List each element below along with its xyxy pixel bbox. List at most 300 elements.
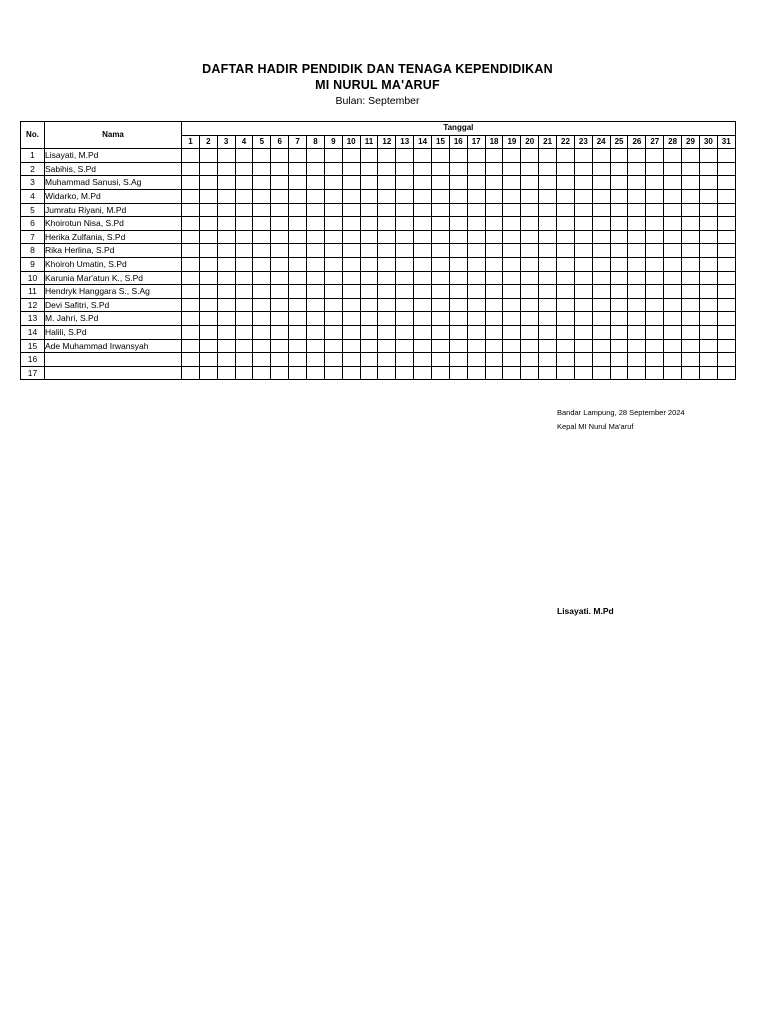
attendance-cell — [253, 244, 271, 258]
attendance-cell — [396, 217, 414, 231]
attendance-cell — [467, 339, 485, 353]
attendance-cell — [342, 244, 360, 258]
attendance-cell — [289, 285, 307, 299]
day-header: 2 — [199, 135, 217, 149]
row-name: Widarko, M.Pd — [45, 189, 182, 203]
attendance-cell — [485, 257, 503, 271]
day-header: 13 — [396, 135, 414, 149]
attendance-cell — [235, 257, 253, 271]
attendance-cell — [253, 312, 271, 326]
attendance-cell — [199, 353, 217, 367]
attendance-cell — [253, 353, 271, 367]
attendance-cell — [432, 176, 450, 190]
attendance-cell — [467, 230, 485, 244]
attendance-cell — [628, 257, 646, 271]
attendance-cell — [503, 353, 521, 367]
attendance-cell — [646, 312, 664, 326]
attendance-cell — [485, 312, 503, 326]
attendance-cell — [253, 339, 271, 353]
table-row — [21, 176, 736, 190]
attendance-cell — [342, 149, 360, 163]
table-row — [21, 325, 736, 339]
attendance-cell — [182, 257, 200, 271]
attendance-cell — [378, 312, 396, 326]
day-header: 11 — [360, 135, 378, 149]
attendance-cell — [217, 353, 235, 367]
attendance-cell — [539, 312, 557, 326]
attendance-cell — [378, 271, 396, 285]
attendance-cell — [485, 189, 503, 203]
attendance-cell — [485, 244, 503, 258]
attendance-cell — [396, 176, 414, 190]
attendance-cell — [432, 162, 450, 176]
attendance-cell — [360, 257, 378, 271]
day-header: 10 — [342, 135, 360, 149]
table-row — [21, 271, 736, 285]
attendance-cell — [342, 353, 360, 367]
attendance-cell — [574, 189, 592, 203]
day-header: 4 — [235, 135, 253, 149]
school-name: MI NURUL MA'ARUF — [315, 78, 440, 92]
attendance-cell — [432, 325, 450, 339]
attendance-cell — [682, 149, 700, 163]
row-number: 13 — [21, 312, 45, 326]
attendance-cell — [699, 285, 717, 299]
attendance-cell — [217, 366, 235, 380]
attendance-cell — [307, 149, 325, 163]
attendance-cell — [324, 353, 342, 367]
attendance-cell — [307, 298, 325, 312]
attendance-cell — [342, 217, 360, 231]
attendance-cell — [664, 285, 682, 299]
attendance-cell — [414, 312, 432, 326]
attendance-cell — [503, 312, 521, 326]
attendance-cell — [396, 353, 414, 367]
attendance-cell — [396, 298, 414, 312]
attendance-cell — [539, 176, 557, 190]
attendance-cell — [217, 312, 235, 326]
attendance-cell — [717, 325, 735, 339]
attendance-cell — [610, 366, 628, 380]
attendance-cell — [432, 285, 450, 299]
attendance-cell — [378, 298, 396, 312]
attendance-cell — [557, 366, 575, 380]
attendance-cell — [199, 203, 217, 217]
day-header: 12 — [378, 135, 396, 149]
attendance-cell — [682, 257, 700, 271]
attendance-cell — [360, 162, 378, 176]
attendance-cell — [717, 257, 735, 271]
attendance-cell — [574, 339, 592, 353]
attendance-cell — [324, 203, 342, 217]
attendance-cell — [557, 217, 575, 231]
attendance-cell — [699, 298, 717, 312]
row-name: Khoiroh Umatin, S.Pd — [45, 257, 182, 271]
attendance-cell — [592, 230, 610, 244]
attendance-cell — [646, 257, 664, 271]
attendance-cell — [342, 325, 360, 339]
attendance-cell — [182, 149, 200, 163]
attendance-cell — [182, 312, 200, 326]
attendance-cell — [628, 203, 646, 217]
attendance-cell — [682, 325, 700, 339]
attendance-cell — [485, 230, 503, 244]
attendance-cell — [503, 244, 521, 258]
attendance-cell — [664, 366, 682, 380]
attendance-cell — [360, 176, 378, 190]
attendance-cell — [539, 366, 557, 380]
attendance-cell — [235, 176, 253, 190]
attendance-cell — [521, 353, 539, 367]
attendance-cell — [503, 339, 521, 353]
attendance-cell — [699, 244, 717, 258]
attendance-cell — [182, 271, 200, 285]
attendance-cell — [342, 271, 360, 285]
attendance-cell — [360, 217, 378, 231]
attendance-cell — [592, 176, 610, 190]
attendance-cell — [664, 244, 682, 258]
attendance-cell — [717, 271, 735, 285]
attendance-cell — [324, 230, 342, 244]
attendance-cell — [414, 230, 432, 244]
attendance-cell — [182, 339, 200, 353]
attendance-cell — [378, 149, 396, 163]
attendance-cell — [235, 339, 253, 353]
attendance-cell — [467, 189, 485, 203]
table-row — [21, 149, 736, 163]
attendance-cell — [414, 203, 432, 217]
attendance-cell — [271, 176, 289, 190]
attendance-cell — [414, 285, 432, 299]
attendance-cell — [324, 149, 342, 163]
attendance-cell — [360, 203, 378, 217]
attendance-cell — [592, 298, 610, 312]
attendance-cell — [664, 176, 682, 190]
table-row — [21, 285, 736, 299]
header-no: No. — [21, 122, 45, 149]
day-header: 23 — [574, 135, 592, 149]
attendance-cell — [699, 353, 717, 367]
attendance-cell — [485, 353, 503, 367]
attendance-cell — [646, 189, 664, 203]
day-header: 21 — [539, 135, 557, 149]
attendance-cell — [503, 366, 521, 380]
day-header: 20 — [521, 135, 539, 149]
attendance-cell — [467, 244, 485, 258]
document-title: DAFTAR HADIR PENDIDIK DAN TENAGA KEPENDIDIKAN — [202, 62, 553, 76]
attendance-cell — [574, 230, 592, 244]
attendance-cell — [521, 162, 539, 176]
row-number: 10 — [21, 271, 45, 285]
attendance-cell — [396, 230, 414, 244]
attendance-cell — [682, 312, 700, 326]
attendance-cell — [396, 339, 414, 353]
table-row — [21, 244, 736, 258]
attendance-cell — [289, 257, 307, 271]
attendance-cell — [253, 366, 271, 380]
attendance-cell — [271, 189, 289, 203]
row-name: Muhammad Sanusi, S.Ag — [45, 176, 182, 190]
attendance-cell — [289, 271, 307, 285]
attendance-cell — [539, 285, 557, 299]
attendance-cell — [646, 230, 664, 244]
attendance-cell — [414, 149, 432, 163]
attendance-cell — [271, 230, 289, 244]
attendance-cell — [235, 353, 253, 367]
attendance-cell — [664, 353, 682, 367]
attendance-cell — [574, 366, 592, 380]
attendance-cell — [432, 149, 450, 163]
row-name: Karunia Mar'atun K., S.Pd — [45, 271, 182, 285]
attendance-cell — [182, 162, 200, 176]
day-header: 17 — [467, 135, 485, 149]
attendance-cell — [235, 149, 253, 163]
attendance-cell — [682, 366, 700, 380]
attendance-cell — [289, 325, 307, 339]
attendance-cell — [271, 298, 289, 312]
attendance-cell — [432, 298, 450, 312]
attendance-cell — [503, 271, 521, 285]
attendance-cell — [342, 176, 360, 190]
attendance-cell — [628, 230, 646, 244]
attendance-cell — [574, 353, 592, 367]
attendance-cell — [557, 149, 575, 163]
row-name: Herika Zulfania, S.Pd — [45, 230, 182, 244]
attendance-cell — [610, 312, 628, 326]
attendance-cell — [646, 217, 664, 231]
attendance-cell — [307, 339, 325, 353]
attendance-cell — [664, 162, 682, 176]
attendance-cell — [199, 230, 217, 244]
attendance-cell — [449, 257, 467, 271]
attendance-cell — [485, 271, 503, 285]
attendance-cell — [592, 312, 610, 326]
attendance-cell — [592, 325, 610, 339]
attendance-cell — [467, 366, 485, 380]
attendance-cell — [342, 203, 360, 217]
attendance-cell — [324, 312, 342, 326]
attendance-cell — [289, 312, 307, 326]
attendance-cell — [235, 217, 253, 231]
attendance-cell — [414, 298, 432, 312]
attendance-cell — [699, 189, 717, 203]
attendance-cell — [414, 353, 432, 367]
attendance-cell — [699, 312, 717, 326]
attendance-cell — [396, 271, 414, 285]
attendance-cell — [324, 189, 342, 203]
attendance-cell — [253, 149, 271, 163]
attendance-cell — [717, 312, 735, 326]
attendance-cell — [628, 217, 646, 231]
attendance-cell — [628, 312, 646, 326]
attendance-cell — [539, 149, 557, 163]
attendance-cell — [342, 312, 360, 326]
attendance-cell — [432, 230, 450, 244]
attendance-cell — [449, 230, 467, 244]
day-header: 15 — [432, 135, 450, 149]
attendance-cell — [610, 339, 628, 353]
attendance-cell — [271, 312, 289, 326]
attendance-cell — [235, 244, 253, 258]
attendance-cell — [574, 298, 592, 312]
attendance-cell — [646, 298, 664, 312]
attendance-cell — [307, 244, 325, 258]
attendance-cell — [414, 162, 432, 176]
attendance-cell — [664, 230, 682, 244]
table-row — [21, 339, 736, 353]
attendance-cell — [414, 366, 432, 380]
attendance-cell — [414, 339, 432, 353]
row-name: Jumratu Riyani, M.Pd — [45, 203, 182, 217]
day-header: 7 — [289, 135, 307, 149]
day-header: 16 — [449, 135, 467, 149]
attendance-cell — [682, 189, 700, 203]
attendance-cell — [539, 162, 557, 176]
attendance-cell — [182, 298, 200, 312]
attendance-cell — [449, 203, 467, 217]
attendance-cell — [360, 366, 378, 380]
attendance-cell — [574, 149, 592, 163]
attendance-cell — [592, 271, 610, 285]
attendance-cell — [592, 203, 610, 217]
attendance-cell — [360, 325, 378, 339]
attendance-cell — [271, 244, 289, 258]
attendance-cell — [414, 189, 432, 203]
attendance-cell — [664, 189, 682, 203]
attendance-cell — [574, 244, 592, 258]
attendance-cell — [414, 271, 432, 285]
attendance-cell — [235, 162, 253, 176]
day-header: 9 — [324, 135, 342, 149]
attendance-cell — [182, 366, 200, 380]
attendance-cell — [682, 176, 700, 190]
attendance-cell — [307, 366, 325, 380]
attendance-cell — [289, 189, 307, 203]
row-name: Halili, S.Pd — [45, 325, 182, 339]
attendance-cell — [717, 149, 735, 163]
day-header: 18 — [485, 135, 503, 149]
attendance-cell — [539, 339, 557, 353]
table-row — [21, 189, 736, 203]
attendance-cell — [414, 325, 432, 339]
attendance-cell — [324, 176, 342, 190]
row-number: 6 — [21, 217, 45, 231]
attendance-cell — [271, 162, 289, 176]
attendance-cell — [324, 298, 342, 312]
attendance-cell — [610, 176, 628, 190]
attendance-cell — [432, 312, 450, 326]
attendance-cell — [217, 257, 235, 271]
attendance-cell — [271, 217, 289, 231]
attendance-cell — [503, 217, 521, 231]
attendance-cell — [378, 244, 396, 258]
day-header: 28 — [664, 135, 682, 149]
attendance-cell — [557, 257, 575, 271]
attendance-cell — [610, 162, 628, 176]
row-name: Ade Muhammad Irwansyah — [45, 339, 182, 353]
attendance-cell — [503, 230, 521, 244]
attendance-cell — [271, 271, 289, 285]
attendance-cell — [396, 257, 414, 271]
attendance-cell — [199, 339, 217, 353]
attendance-cell — [217, 217, 235, 231]
attendance-cell — [485, 298, 503, 312]
attendance-cell — [360, 271, 378, 285]
attendance-cell — [610, 325, 628, 339]
attendance-cell — [628, 285, 646, 299]
row-number: 1 — [21, 149, 45, 163]
attendance-cell — [539, 353, 557, 367]
header-nama: Nama — [45, 122, 182, 149]
attendance-cell — [467, 257, 485, 271]
attendance-cell — [628, 271, 646, 285]
attendance-cell — [699, 162, 717, 176]
attendance-cell — [289, 353, 307, 367]
attendance-cell — [503, 149, 521, 163]
attendance-cell — [699, 271, 717, 285]
attendance-cell — [664, 325, 682, 339]
attendance-cell — [235, 189, 253, 203]
attendance-cell — [682, 203, 700, 217]
attendance-cell — [199, 162, 217, 176]
attendance-cell — [610, 230, 628, 244]
attendance-cell — [235, 366, 253, 380]
attendance-cell — [503, 257, 521, 271]
attendance-cell — [182, 353, 200, 367]
attendance-cell — [467, 149, 485, 163]
attendance-cell — [592, 285, 610, 299]
attendance-cell — [414, 217, 432, 231]
day-header: 3 — [217, 135, 235, 149]
attendance-cell — [217, 271, 235, 285]
attendance-cell — [664, 257, 682, 271]
row-number: 11 — [21, 285, 45, 299]
attendance-cell — [378, 353, 396, 367]
attendance-cell — [182, 230, 200, 244]
attendance-cell — [324, 271, 342, 285]
attendance-cell — [682, 271, 700, 285]
attendance-cell — [199, 217, 217, 231]
attendance-cell — [324, 285, 342, 299]
attendance-cell — [253, 325, 271, 339]
row-name: Rika Herlina, S.Pd — [45, 244, 182, 258]
attendance-cell — [628, 298, 646, 312]
attendance-cell — [574, 257, 592, 271]
attendance-cell — [574, 203, 592, 217]
attendance-cell — [360, 230, 378, 244]
attendance-cell — [574, 285, 592, 299]
attendance-cell — [217, 325, 235, 339]
attendance-cell — [360, 312, 378, 326]
attendance-cell — [521, 230, 539, 244]
attendance-cell — [182, 203, 200, 217]
attendance-cell — [699, 339, 717, 353]
attendance-cell — [396, 149, 414, 163]
attendance-cell — [396, 366, 414, 380]
attendance-cell — [396, 325, 414, 339]
table-row — [21, 203, 736, 217]
attendance-cell — [646, 339, 664, 353]
attendance-cell — [378, 285, 396, 299]
attendance-cell — [682, 217, 700, 231]
attendance-cell — [485, 217, 503, 231]
attendance-cell — [503, 298, 521, 312]
attendance-cell — [289, 366, 307, 380]
attendance-cell — [289, 230, 307, 244]
attendance-cell — [289, 176, 307, 190]
attendance-cell — [521, 339, 539, 353]
attendance-cell — [199, 257, 217, 271]
